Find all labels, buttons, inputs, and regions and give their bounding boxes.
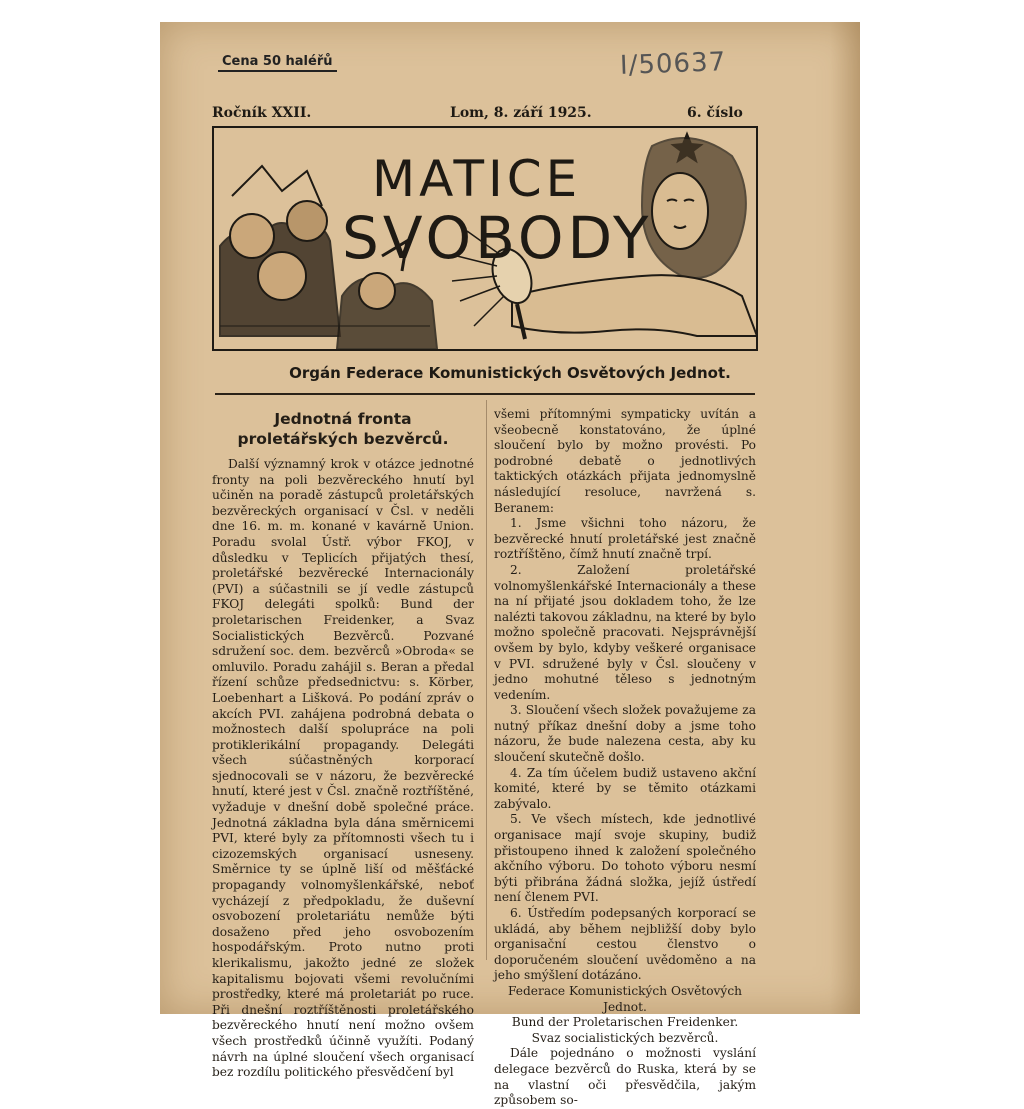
resolution-point: 1. Jsme všichni toho názoru, že bezvěrecké hnutí proletářské jest značně roztříštěno, čímž hnutí značně trpí. xyxy=(494,516,756,562)
article-paragraph: Další významný krok v otázce jednotné fronty na poli bezvěreckého hnutí byl učiněn na poradě zástupců proletářských bezvěreckých organisací v Čsl. v neděli dne 16. m. m. konané v kavárně Union. Poradu svolal Ústř. výbor FKOJ, v důsledku v Teplicích přijatých thesí, proletářské bezvěrecké Internacionály (PVI) a súčastnili se jí vedle zástupců FKOJ delegáti spolků: Bund der proletarischen Freidenker, a Svaz Socialistických Bezvěrců. Pozvané sdružení soc. dem. bezvěrců »Obroda« se omluvilo. Poradu zahájil s. Beran a předal řízení schůze předsednictvu: s. Körber, Loebenhart a Lišková. Po podání zpráv o akcích PVI. zahájena podrobná debata o možnostech další spolupráce na poli protiklerikální propagandy. Delegáti všech súčastněných korporací sjednocovali se v názoru, že bezvěrecké hnutí, které jest v Čsl. značně roztříštěné, vyžaduje v dnešní době společné práce. Jednotná základna byla dána směrnicemi PVI, které byly za přítomnosti všech tu i cizozemských organisací usneseny. Směrnice ty se úplně liší od měšťácké propagandy volnomyšlenkářské, neboť vycházejí z předpokladu, že duševní osvobození proletariátu nemůže býti dosaženo před jeho osvobozením hospodářským. Proto nutno proti klerikalismu, jakožto jedné ze složek kapitalismu bojovati všemi revolučními prostředky, které má proletariát po ruce. Při dnešní roztříštěnosti proletářského bezvěreckého hnutí není možno ovšem všech prostředků účinně využíti. Podaný návrh na úplné sloučení všech organisací bez rozdílu politického přesvědčení byl xyxy=(212,457,474,1080)
volume-label: Ročník XXII. xyxy=(212,105,312,121)
resolution-point: 4. Za tím účelem budiž ustaveno akční komité, které by se těmito otázkami zabývalo. xyxy=(494,765,756,811)
signatory: Federace Komunistických Osvětových Jednot. xyxy=(507,983,742,1014)
right-column xyxy=(494,407,756,1109)
left-column xyxy=(212,407,474,1081)
price-label: Cena 50 haléřů xyxy=(218,54,337,72)
place-date: Lom, 8. září 1925. xyxy=(450,105,592,121)
title-line-2: SVOBODY xyxy=(342,204,653,272)
header-rule xyxy=(215,393,755,395)
signatory: Svaz socialistických bezvěrců. xyxy=(531,1030,719,1045)
newspaper-page xyxy=(160,22,860,1108)
handwritten-archive-number: I/50637 xyxy=(619,47,727,81)
article-continuation: všemi přítomnými sympaticky uvítán a všeobecně konstatováno, že úplné sloučení bylo by možno provésti. Po podrobné debatě o jednotlivých taktických otázkách přijata jednomyslně následující resoluce, navržená s. Beranem: xyxy=(494,407,756,515)
masthead-illustration xyxy=(212,126,758,351)
resolution-point: 3. Sloučení všech složek považujeme za nutný příkaz dnešní doby a jsme toho názoru, že bude nalezena cesta, aby ku sloučení skutečně došlo. xyxy=(494,703,756,765)
resolution-point: 5. Ve všech místech, kde jednotlivé organisace mají svoje skupiny, budiž přistoupeno ihned k založení společného akčního výboru. Do tohoto výboru nesmí býti přibrána žádná složka, jejíž ústředí není členem PVI. xyxy=(494,812,756,905)
tagline: Orgán Federace Komunistických Osvětových Jednot. xyxy=(289,364,731,382)
article-title: Jednotná fronta proletářských bezvěrců. xyxy=(237,410,449,448)
column-divider xyxy=(486,400,487,960)
title-line-1: MATICE xyxy=(372,150,582,208)
issue-number: 6. číslo xyxy=(687,105,743,121)
resolution-point: 6. Ústředím podepsaných korporací se ukládá, aby během nejbližší doby bylo organisační cestou členstvo o doporučeném sloučení uvědoměno a na jeho smýšlení dotázáno. xyxy=(494,906,756,983)
resolution-point: 2. Založení proletářské volnomyšlenkářské Internacionály a these na ní přijaté jsou dokladem toho, že lze nalézti takovou základnu, na které by bylo možno společně pracovati. Nejsprávnější ovšem by bylo, kdyby veškeré organisace v PVI. sdružené byly v Čsl. sloučeny v jedno mohutné těleso s jednotným vedením. xyxy=(494,562,756,702)
signatory: Bund der Proletarischen Freidenker. xyxy=(511,1015,739,1030)
closing-paragraph: Dále pojednáno o možnosti vyslání delegace bezvěrců do Ruska, která by se na vlastní oči přesvědčila, jakým způsobem so- xyxy=(494,1046,756,1108)
